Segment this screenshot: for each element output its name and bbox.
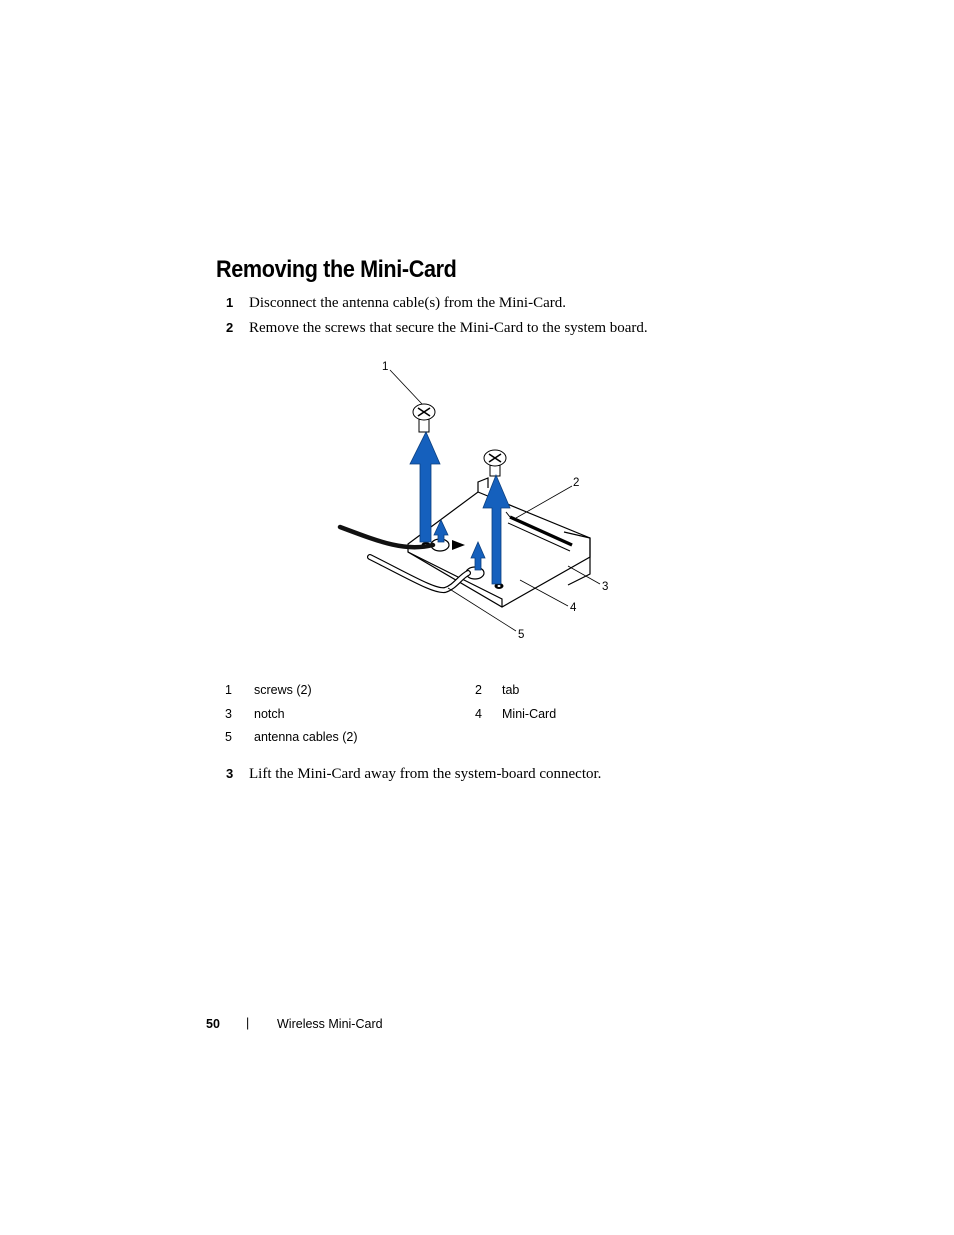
legend-number: 2 xyxy=(475,683,482,697)
legend-number: 1 xyxy=(225,683,232,697)
legend-number: 3 xyxy=(225,707,232,721)
legend-label: notch xyxy=(254,707,285,721)
screw-right xyxy=(484,450,506,476)
step-text: Remove the screws that secure the Mini-Card to the system board. xyxy=(249,320,648,336)
legend-label: antenna cables (2) xyxy=(254,730,358,744)
callout-1: 1 xyxy=(382,361,389,373)
step-text: Lift the Mini-Card away from the system-board connector. xyxy=(249,766,602,782)
page-title: Removing the Mini-Card xyxy=(216,256,457,283)
page-number: 50 xyxy=(206,1017,220,1031)
step-number: 1 xyxy=(226,295,234,310)
footer-section-title: Wireless Mini-Card xyxy=(277,1017,383,1031)
legend-label: screws (2) xyxy=(254,683,312,697)
callout-5: 5 xyxy=(518,629,525,641)
callout-3: 3 xyxy=(602,581,609,593)
illustration-svg xyxy=(320,352,640,652)
step-number: 3 xyxy=(226,766,234,781)
legend-number: 4 xyxy=(475,707,482,721)
footer-separator: | xyxy=(246,1016,250,1030)
legend-number: 5 xyxy=(225,730,232,744)
callout-2: 2 xyxy=(573,477,580,489)
mini-card-removal-illustration xyxy=(320,352,640,652)
step-text: Disconnect the antenna cable(s) from the Mini-Card. xyxy=(249,295,566,311)
step-number: 2 xyxy=(226,320,234,335)
screw-left xyxy=(413,404,435,432)
legend-label: Mini-Card xyxy=(502,707,557,721)
callout-4: 4 xyxy=(570,602,577,614)
legend-label: tab xyxy=(502,683,520,697)
